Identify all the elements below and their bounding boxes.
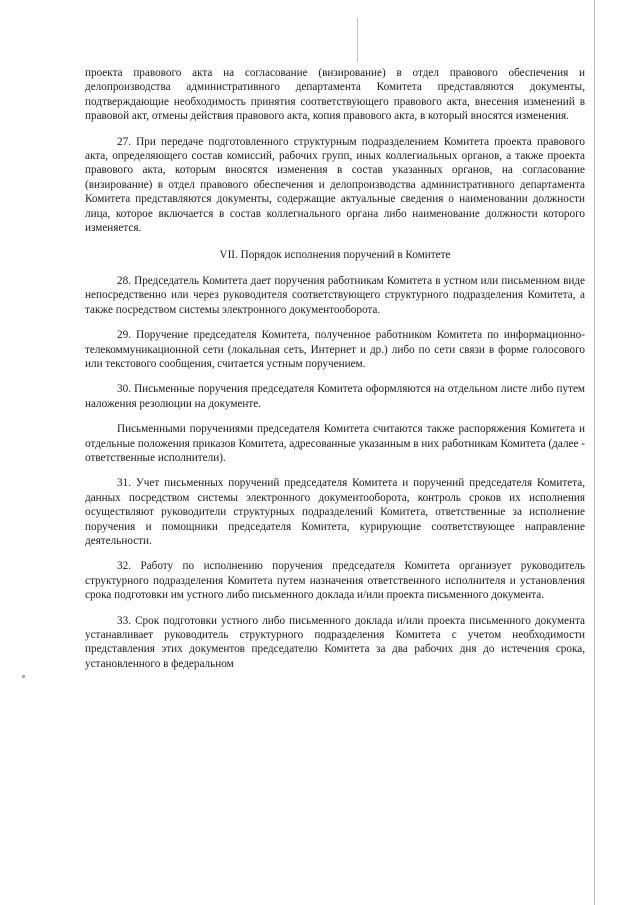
paragraph-31: 31. Учет письменных поручений председателя Комитета и поручений председателя Комитета, данных посредством системы электронного документооборота, контроль сроков их исполнения осуществляют руководители структурных подразделений Комитета, ответственные за исполнение поручения и помощники председателя Комитета, курирующие соответствующее направление деятельности. bbox=[85, 477, 585, 547]
scan-mark bbox=[357, 18, 358, 62]
paragraph-27: 27. При передаче подготовленного структурным подразделением Комитета проекта правового акта, определяющего состав комиссий, рабочих групп, иных коллегиальных органов, а также проекта правового акта, которым вносятся изменения в состав указанных органов, на согласование (визирование) в отдел правового обеспечения и делопроизводства административного департамента Комитета представляются документы, содержащие актуальные сведения о наименовании должности лица, которое включается в состав коллегиального органа либо наименование должности которого изменяется. bbox=[85, 135, 585, 235]
paragraph-continuation: проекта правового акта на согласование (визирование) в отдел правового обеспечения и делопроизводства административного департамента Комитета представляются документы, подтверждающие необходимость принятия соответствующего правового акта, внесения изменений в правовой акт, отмены действия правового акта, копия правового акта, в который вносятся изменения. bbox=[85, 67, 585, 123]
paragraph-30: 30. Письменные поручения председателя Комитета оформляются на отдельном листе либо путем наложения резолюции на документе. bbox=[85, 383, 585, 410]
paragraph-29: 29. Поручение председателя Комитета, полученное работником Комитета по информационно-телекоммуникационной сети (локальная сеть, Интернет и др.) либо по сети связи в форме голосового или текстового сообщения, считается устным поручением. bbox=[85, 329, 585, 370]
paragraph-33: 33. Срок подготовки устного либо письменного доклада и/или проекта письменного документа устанавливает руководитель структурного подразделения Комитета с учетом необходимости представления этих документов председателю Комитета за два рабочих дня до истечения срока, установленного в федеральном bbox=[85, 614, 585, 670]
scan-speck bbox=[22, 675, 25, 678]
document-body bbox=[85, 66, 585, 671]
scan-edge-line bbox=[594, 0, 595, 905]
paragraph-28: 28. Председатель Комитета дает поручения работникам Комитета в устном или письменном виде непосредственно или через руководителя соответствующего структурного подразделения Комитета, а также посредством системы электронного документооборота. bbox=[85, 274, 585, 316]
section-heading: VII. Порядок исполнения поручений в Комитете bbox=[219, 249, 451, 262]
paragraph-30-continued: Письменными поручениями председателя Комитета считаются также распоряжения Комитета и отдельные положения приказов Комитета, адресованные указанным в них работникам Комитета (далее - ответственные исполнители). bbox=[85, 423, 585, 464]
paragraph-32: 32. Работу по исполнению поручения председателя Комитета организует руководитель структурного подразделения Комитета путем назначения ответственного исполнителя и установления срока подготовки им устного либо письменного доклада и/или проекта письменного документа. bbox=[85, 560, 585, 602]
